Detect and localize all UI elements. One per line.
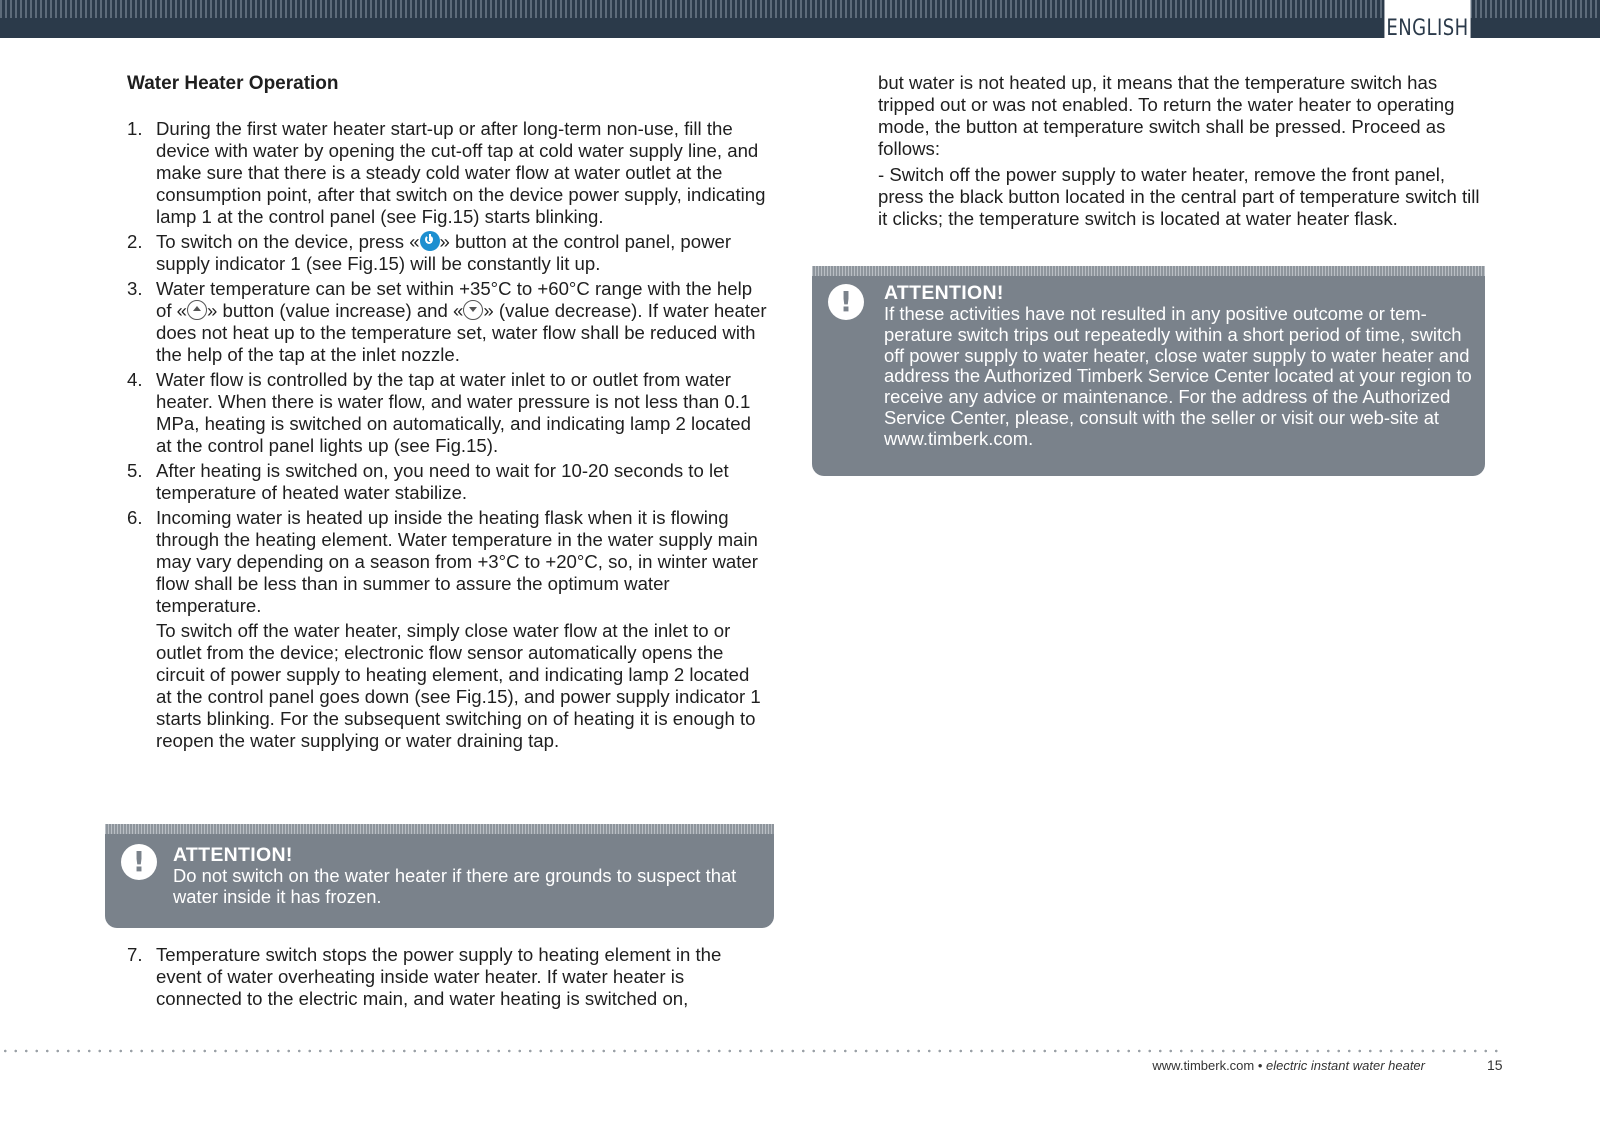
attention-hatch	[105, 824, 774, 834]
right-column	[878, 72, 1488, 230]
footer-tagline: electric instant water heater	[1266, 1058, 1425, 1073]
step-item	[127, 118, 767, 228]
step-item-7	[127, 944, 767, 1013]
arrow-down-button-icon	[463, 300, 483, 320]
step-text: After heating is switched on, you need to wait for 10-20 seconds to let temperature of heated water stabilize.	[156, 460, 729, 503]
step-number: 2.	[127, 231, 143, 252]
step-number: 7.	[127, 944, 143, 965]
step-text: Incoming water is heated up inside the heating flask when it is flowing through the heating element. Water temperature in the water supply main may vary depending on a season from +3°C to +20°C, so, in winter water flow shall be less than in summer to assure the optimum water temperature.	[156, 507, 758, 616]
page-number: 15	[1487, 1057, 1503, 1073]
step-item	[127, 460, 767, 504]
arrow-up-button-icon	[187, 300, 207, 320]
section-title: Water Heater Operation	[127, 73, 339, 94]
step-text: Water flow is controlled by the tap at water inlet to or outlet from water heater. When there is water flow, and water pressure is not less than 0.1 MPa, heating is switched on automatically, and indicating lamp 2 located at the control panel lights up (see Fig.15).	[156, 369, 751, 456]
step-text: Water temperature can be set within +35°C to +60°C range with the help of «	[156, 278, 753, 321]
attention-title: ATTENTION!	[173, 844, 293, 866]
attention-body: If these activities have not resulted in any positive outcome or tem-perature switch trips out repeatedly within a short period of time, switch off power supply to water heater, close water supply to water heater and address the Authorized Timberk Service Center located at your region to receive any advice or maintenance. For the address of the Authorized Service Center, please, consult with the seller or visit our web-site at www.timberk.com.	[884, 303, 1472, 449]
operation-steps-continued	[127, 944, 767, 1010]
attention-title: ATTENTION!	[884, 282, 1004, 304]
step-number: 4.	[127, 369, 143, 390]
left-column	[127, 72, 767, 752]
step-item	[127, 278, 767, 366]
step-number: 5.	[127, 460, 143, 481]
footer-divider	[0, 1049, 1500, 1053]
power-button-icon	[420, 231, 440, 251]
step-item	[127, 944, 767, 1010]
step-text: » (value decrease). If water heater does not heat up to the temperature set, water flow shall be reduced with the help of the tap at the inlet nozzle.	[156, 300, 767, 365]
step-text: Temperature switch stops the power supply to heating element in the event of water overheating inside water heater. If water heater is connected to the electric main, and water heating is switched on,	[156, 944, 722, 1009]
footer-website: www.timberk.com	[1152, 1058, 1255, 1073]
step-number: 3.	[127, 278, 143, 299]
operation-steps	[127, 118, 767, 617]
step-item	[127, 507, 767, 617]
continuation-paragraph: but water is not heated up, it means that the temperature switch has tripped out or was not enabled. To return the water heater to operating mode, the button at temperature switch shall be pressed. Proceed as follows:	[878, 72, 1455, 159]
switch-off-paragraph: To switch off the water heater, simply close water flow at the inlet to or outlet from the device; electronic flow sensor automatically opens the circuit of power supply to heating element, and indicating lamp 2 located at the control panel goes down (see Fig.15), and power supply indicator 1 starts blinking. For the subsequent switching on of heating it is enough to reopen the water supplying or water draining tap.	[156, 620, 761, 751]
step-text: » button at the control panel, power supply indicator 1 (see Fig.15) will be constantly lit up.	[156, 231, 732, 274]
step-number: 1.	[127, 118, 143, 139]
attention-box-service	[812, 266, 1485, 476]
step-text: To switch on the device, press «	[156, 231, 420, 252]
step-item	[127, 231, 767, 275]
footer-text	[1152, 1058, 1425, 1073]
attention-body: Do not switch on the water heater if there are grounds to suspect that water inside it has frozen.	[173, 865, 737, 907]
step-number: 6.	[127, 507, 143, 528]
attention-hatch	[812, 266, 1485, 276]
exclamation-icon: !	[828, 284, 864, 320]
exclamation-icon: !	[121, 844, 157, 880]
step-text: During the first water heater start-up or after long-term non-use, fill the device with water by opening the cut-off tap at cold water supply line, and make sure that there is a steady cold water flow at water outlet at the consumption point, after that switch on the device power supply, indicating lamp 1 at the control panel (see Fig.15) starts blinking.	[156, 118, 766, 227]
step-item	[127, 369, 767, 457]
attention-box-frozen	[105, 824, 774, 928]
step-text: » button (value increase) and «	[207, 300, 464, 321]
language-label: ENGLISH	[1384, 0, 1470, 44]
footer-separator: •	[1254, 1058, 1267, 1073]
header-bar	[0, 0, 1600, 38]
procedure-paragraph: - Switch off the power supply to water heater, remove the front panel, press the black button located in the central part of temperature switch till it clicks; the temperature switch is located at water heater flask.	[878, 164, 1480, 229]
